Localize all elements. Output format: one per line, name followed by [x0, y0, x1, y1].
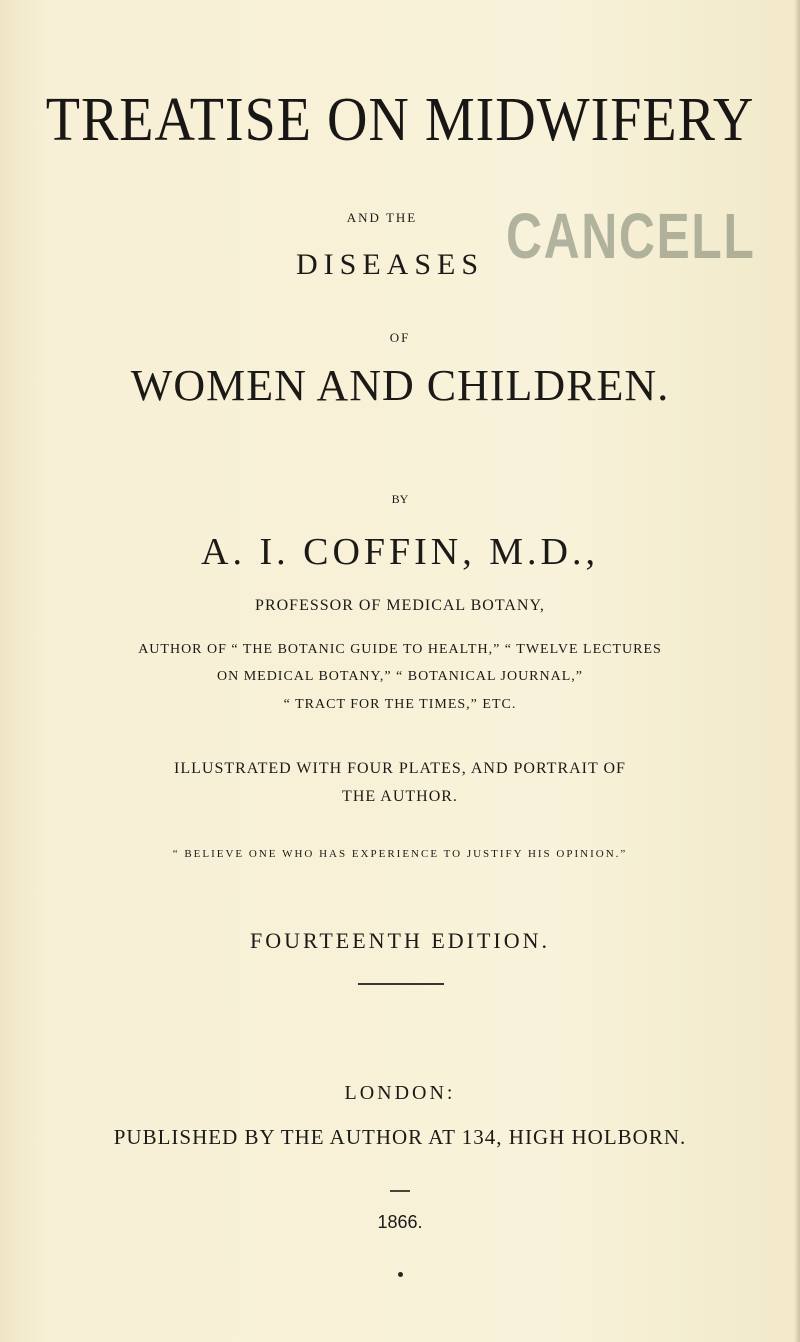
- stamp-text: CANCELL: [506, 200, 756, 272]
- of-label: OF: [389, 330, 411, 345]
- and-the-label: AND THE: [346, 210, 418, 225]
- publisher-line: PUBLISHED BY THE AUTHOR AT 134, HIGH HOLBORN.: [113, 1125, 687, 1149]
- women-children-heading: WOMEN AND CHILDREN.: [130, 361, 670, 410]
- author-works-line-2: ON MEDICAL BOTANY,” “ BOTANICAL JOURNAL,”: [216, 669, 584, 684]
- author-professorship: PROFESSOR OF MEDICAL BOTANY,: [255, 597, 545, 614]
- publication-year: 1866.: [377, 1212, 423, 1232]
- divider-rule: [358, 983, 444, 985]
- book-title: TREATISE ON MIDWIFERY: [45, 85, 755, 155]
- illustration-note-line-1: ILLUSTRATED WITH FOUR PLATES, AND PORTRAIT OF: [174, 760, 626, 777]
- page-edge-shadow: [794, 0, 800, 1342]
- publication-city: LONDON:: [344, 1082, 456, 1104]
- author-works-line-1: AUTHOR OF “ THE BOTANIC GUIDE TO HEALTH,” “ TWELVE LECTURES: [138, 642, 662, 657]
- diseases-heading: DISEASES: [295, 248, 485, 281]
- short-divider: [390, 1190, 410, 1192]
- by-label: BY: [391, 492, 409, 506]
- printer-dot: [398, 1272, 403, 1277]
- epigraph-quote: “ BELIEVE ONE WHO HAS EXPERIENCE TO JUSTIFY HIS OPINION.”: [172, 848, 628, 860]
- edition-label: FOURTEENTH EDITION.: [249, 928, 551, 953]
- author-works-line-3: “ TRACT FOR THE TIMES,” ETC.: [283, 697, 517, 712]
- illustration-note-line-2: THE AUTHOR.: [342, 788, 458, 805]
- author-name: A. I. COFFIN, M.D.,: [201, 531, 599, 573]
